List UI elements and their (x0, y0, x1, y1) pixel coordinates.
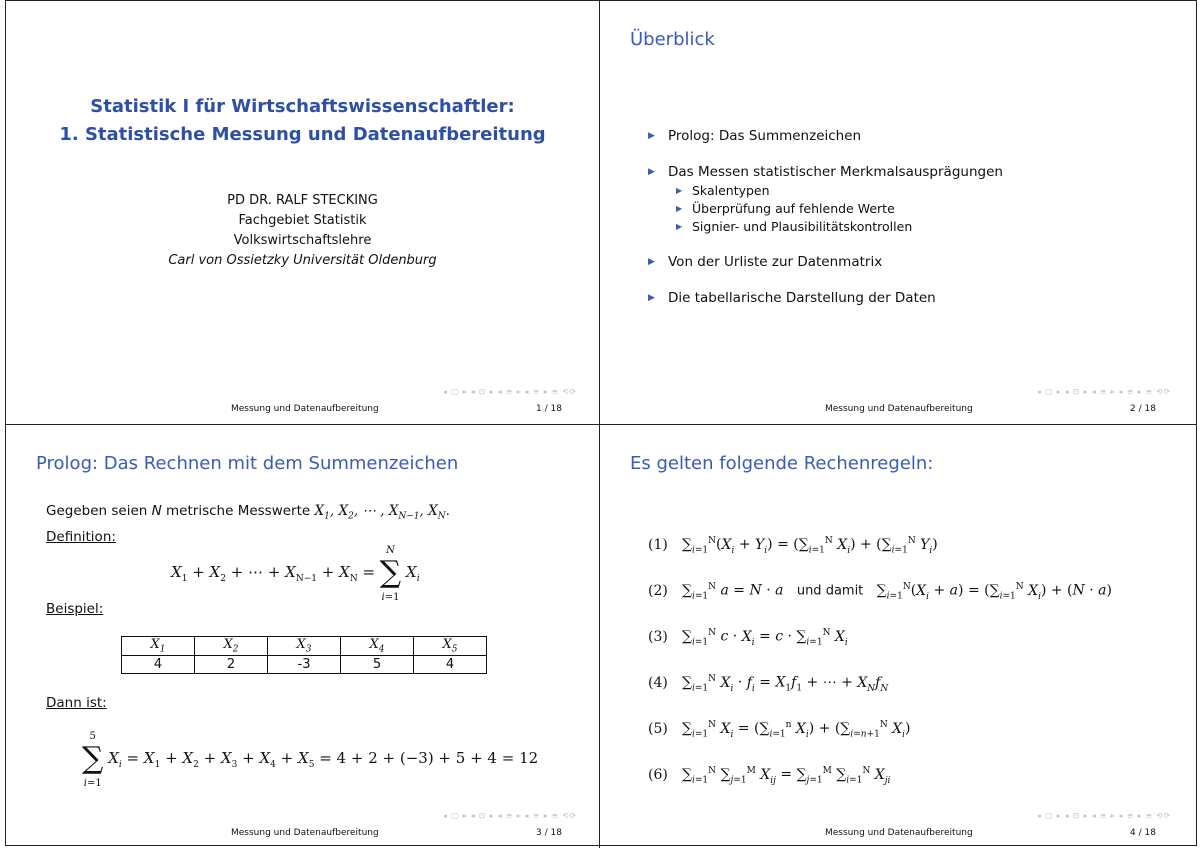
example-sum-formula: 5 ∑ i=1 $X_i = X_1 + X_2 + X_3 + X_4 + X_5 = 4 + 2 + (-3) + 5 + 4 = 12$ (82, 731, 539, 789)
example-label: Beispiel: (46, 601, 104, 617)
author-field: Volkswirtschaftslehre (233, 233, 372, 248)
slide-3-body (46, 501, 586, 547)
definition-label: Definition: (46, 528, 116, 545)
example-table (121, 636, 487, 674)
page-number: 3 / 18 (536, 828, 562, 838)
overview-item: ▶ Das Messen statistischer Merkmalsausprägungen ▶ Skalentypen ▶ Überprüfung auf fehlende Werte ▶ Signier- und Plausibilitätskontrollen (644, 162, 1003, 236)
rule-2: (2) $\sum_{i=1}^N$ a = N · a und damit $\sum_{i=1}^N(X_i + a) = (\sum_{i=1}^N$ $X_i) + (N \cdot a)$ (648, 582, 1112, 602)
sum-definition-formula: $X_1 + X_2$ + ⋯ + $X_{N-1} + X_N = N$ ∑ i=1 $X_i$ (171, 545, 420, 603)
title-line-2: 1. Statistische Messung und Datenaufbereitung (59, 124, 546, 145)
rule-4: (4) $\sum_{i=1}^N$ $X_i \cdot f_i = X_1f_1$ + ⋯ + $X_Nf_N$ (648, 674, 889, 694)
table-row: $X_1$ $X_2$ $X_3$ $X_4$ $X_5$ (122, 637, 487, 656)
table-cell: 4 (414, 655, 487, 673)
beamer-navigation-icons[interactable]: ◂ □ ▸ ◂ ⊡ ▸ ◂ ≡ ▸ ◂ ≡ ▸ ≡ ⟲⟳ (443, 811, 577, 820)
rule-1: (1) $\sum_{i=1}^N(X_i + Y_i) = (\sum_{i=1}^N$ $X_i) + (\sum_{i=1}^N$ $Y_i$) (648, 536, 938, 556)
table-cell: -3 (268, 655, 341, 673)
frame-title: Prolog: Das Rechnen mit dem Summenzeichen (36, 453, 459, 474)
overview-item: ▶ Prolog: Das Summenzeichen (644, 126, 1003, 146)
frame-title: Es gelten folgende Rechenregeln: (630, 453, 934, 474)
overview-item: ▶ Von der Urliste zur Datenmatrix (644, 252, 1003, 272)
overview-subitem: ▶ Skalentypen (676, 182, 1003, 200)
rule-6: (6) $\sum_{i=1}^N$ $\sum_{j=1}^M$ $X_{ij} = \sum_{j=1}^M$ $\sum_{i=1}^N$ $X_{ji}$ (648, 766, 891, 786)
slide-1 (6, 1, 599, 424)
then-label: Dann ist: (46, 695, 107, 711)
frame-title: Überblick (630, 29, 715, 50)
table-cell: 4 (122, 655, 195, 673)
rule-5: (5) $\sum_{i=1}^N$ $X_i = (\sum_{i=1}^n$ $X_i) + (\sum_{i=n+1}^N$ $X_i$) (648, 720, 911, 740)
table-cell: 5 (341, 655, 414, 673)
intro-sentence: Gegeben seien N metrische Messwerte $X_1$, $X_2$, ⋯ , $X_{N-1}$, $X_N$. (46, 503, 450, 522)
beamer-navigation-icons[interactable]: ◂ □ ▸ ◂ ⊡ ▸ ◂ ≡ ▸ ◂ ≡ ▸ ≡ ⟲⟳ (1037, 387, 1171, 396)
overview-subitem: ▶ Signier- und Plausibilitätskontrollen (676, 218, 1003, 236)
author-name: PD DR. RALF STECKING (227, 193, 378, 208)
footer-title: Messung und Datenaufbereitung (231, 828, 379, 838)
table-cell: 2 (195, 655, 268, 673)
calculation-rules (648, 529, 1112, 805)
rule-3: (3) $\sum_{i=1}^N$ $c \cdot X_i = c \cdot \sum_{i=1}^N$ $X_i$ (648, 628, 848, 648)
slide-3 (6, 425, 599, 848)
table-row (122, 655, 487, 673)
overview-subitem: ▶ Überprüfung auf fehlende Werte (676, 200, 1003, 218)
author-university: Carl von Ossietzky Universität Oldenburg (168, 253, 437, 268)
beamer-navigation-icons[interactable]: ◂ □ ▸ ◂ ⊡ ▸ ◂ ≡ ▸ ◂ ≡ ▸ ≡ ⟲⟳ (443, 387, 577, 396)
slide-4 (600, 425, 1193, 848)
overview-sublist (668, 182, 1003, 236)
page-number: 4 / 18 (1130, 828, 1156, 838)
page-number: 1 / 18 (536, 404, 562, 414)
beamer-navigation-icons[interactable]: ◂ □ ▸ ◂ ⊡ ▸ ◂ ≡ ▸ ◂ ≡ ▸ ≡ ⟲⟳ (1037, 811, 1171, 820)
author-department: Fachgebiet Statistik (238, 213, 367, 228)
author-block (6, 191, 599, 271)
footer-title: Messung und Datenaufbereitung (825, 404, 973, 414)
footer-title: Messung und Datenaufbereitung (231, 404, 379, 414)
footer-title: Messung und Datenaufbereitung (825, 828, 973, 838)
overview-list (644, 126, 1003, 324)
page-number: 2 / 18 (1130, 404, 1156, 414)
overview-item: ▶ Die tabellarische Darstellung der Daten (644, 288, 1003, 308)
title-slide-heading (6, 93, 599, 149)
slide-2 (600, 1, 1193, 424)
title-line-1: Statistik I für Wirtschaftswissenschaftler: (90, 96, 515, 117)
